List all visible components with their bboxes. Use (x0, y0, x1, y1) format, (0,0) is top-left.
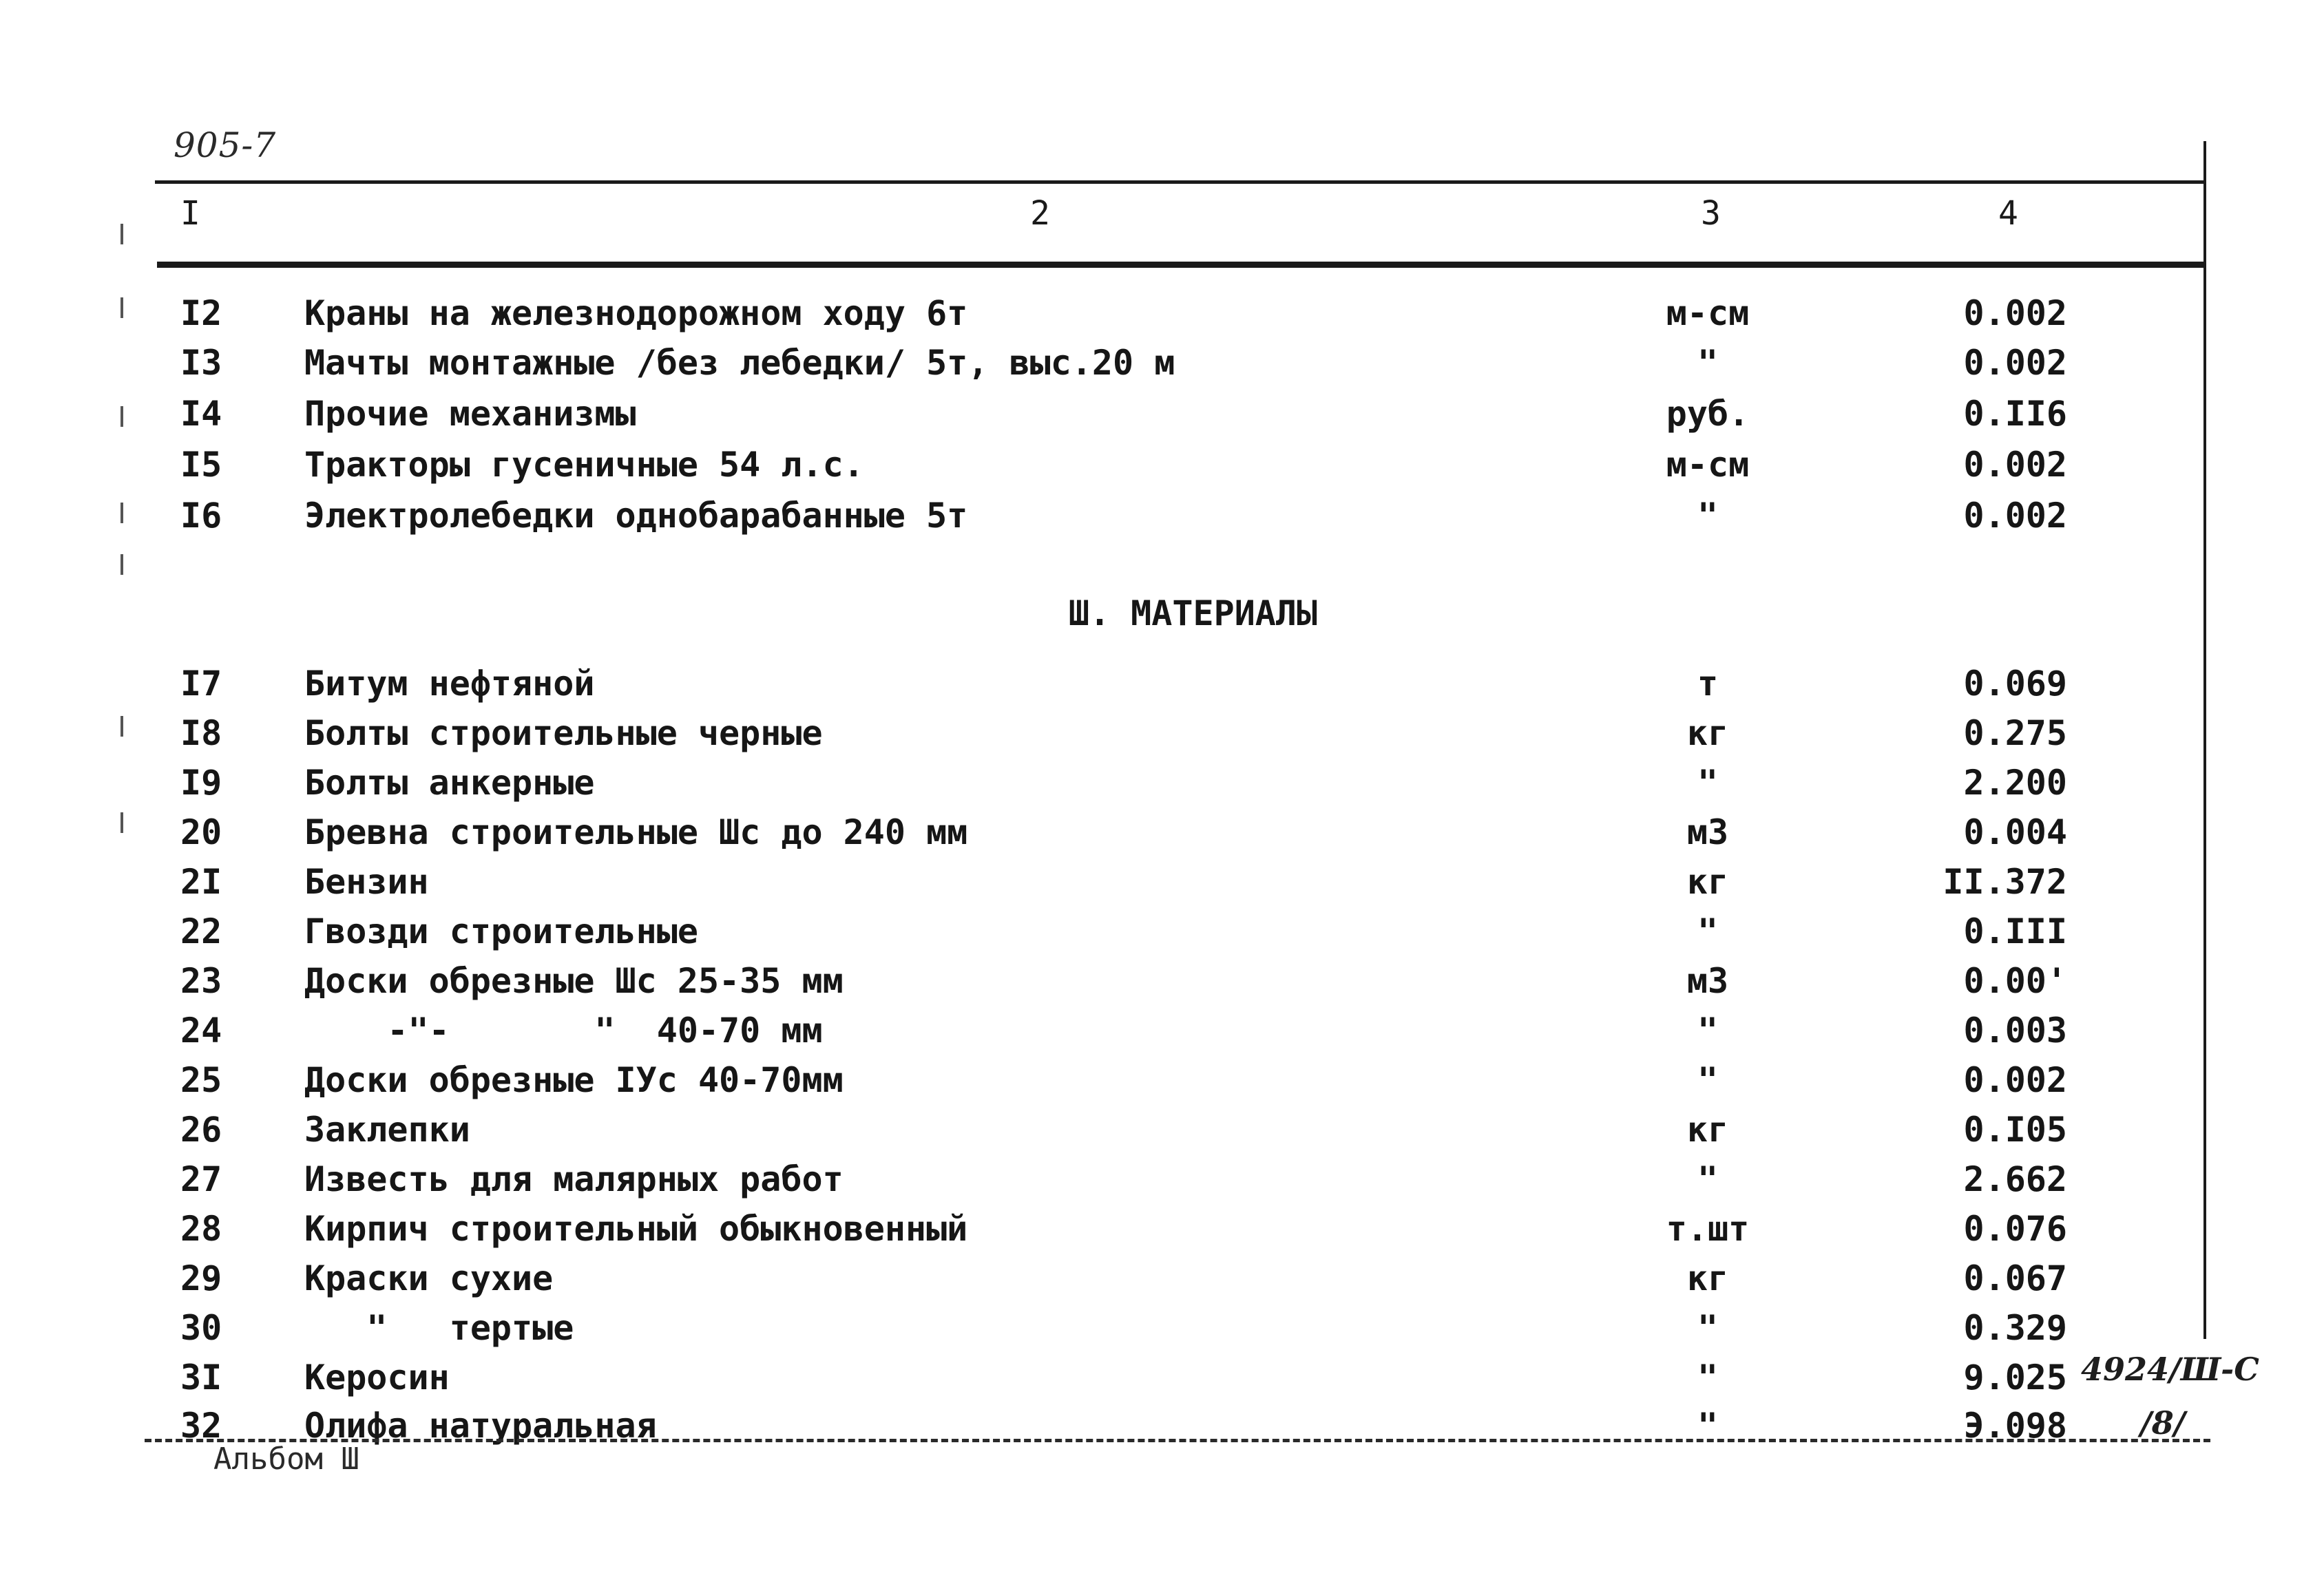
row-unit: кг (1686, 862, 1729, 902)
table-row (0, 1155, 2324, 1203)
table-row (0, 660, 2324, 708)
table-row (0, 759, 2324, 807)
row-number: 2I (180, 862, 222, 902)
row-name: " тертые (304, 1308, 574, 1348)
row-number: 27 (180, 1159, 222, 1199)
row-value: 0.076 (1963, 1209, 2067, 1249)
table-row (0, 907, 2324, 956)
row-number: I6 (180, 496, 222, 536)
row-number: I2 (180, 293, 222, 333)
row-unit: руб. (1666, 394, 1750, 434)
row-name: Керосин (304, 1358, 450, 1397)
top-rule (155, 180, 2203, 184)
margin-tick (121, 554, 123, 575)
row-value: 0.III (1963, 911, 2067, 951)
table-row (0, 808, 2324, 856)
row-number: 28 (180, 1209, 222, 1249)
row-name: Электролебедки однобарабанные 5т (304, 496, 968, 536)
row-value: 2.200 (1963, 763, 2067, 803)
row-value: 0.329 (1963, 1308, 2067, 1348)
row-value: II.372 (1943, 862, 2067, 902)
album-label: Альбом Ш (213, 1442, 359, 1477)
column-header-3: 3 (1701, 194, 1721, 233)
row-unit: кг (1686, 1110, 1729, 1150)
row-name: Известь для малярных работ (304, 1159, 844, 1199)
row-unit: кг (1686, 713, 1729, 753)
row-unit: м3 (1686, 812, 1729, 852)
row-unit: " (1697, 1406, 1719, 1446)
row-number: 20 (180, 812, 222, 852)
row-name: Олифа натуральная (304, 1406, 657, 1446)
row-name: Краны на железнодорожном ходу 6т (304, 293, 968, 333)
row-name: Болты строительные черные (304, 713, 823, 753)
row-value: 0.00' (1963, 961, 2067, 1001)
row-number: I9 (180, 763, 222, 803)
row-name: Гвозди строительные (304, 911, 698, 951)
row-number: I8 (180, 713, 222, 753)
row-unit: т (1697, 664, 1719, 704)
table-row (0, 1353, 2324, 1402)
row-value: 0.002 (1963, 445, 2067, 485)
bottom-rule (145, 1439, 2210, 1442)
row-value: 0.003 (1963, 1011, 2067, 1051)
table-row (0, 1205, 2324, 1253)
row-name: Доски обрезные Шс 25-35 мм (304, 961, 844, 1001)
table-row (0, 1304, 2324, 1352)
sheet-reference: 4924/Ш-С (2081, 1351, 2259, 1388)
table-row (0, 709, 2324, 757)
row-number: 3I (180, 1358, 222, 1397)
row-number: 23 (180, 961, 222, 1001)
row-value: 0.002 (1963, 1060, 2067, 1100)
row-number: I4 (180, 394, 222, 434)
document-code: 905-7 (174, 125, 277, 165)
table-row (0, 957, 2324, 1005)
row-unit: " (1697, 1011, 1719, 1051)
table-row (0, 1006, 2324, 1055)
row-number: 22 (180, 911, 222, 951)
row-name: Бревна строительные Шс до 240 мм (304, 812, 968, 852)
table-row (0, 441, 2324, 489)
margin-tick (121, 224, 123, 244)
column-header-1: I (180, 194, 200, 233)
table-row (0, 492, 2324, 540)
row-name: Битум нефтяной (304, 664, 595, 704)
row-unit: " (1697, 1308, 1719, 1348)
row-value: 0.002 (1963, 496, 2067, 536)
row-unit: " (1697, 1060, 1719, 1100)
section-title: Ш. МАТЕРИАЛЫ (1068, 593, 1318, 633)
row-name: Мачты монтажные /без лебедки/ 5т, выс.20 м (304, 343, 1175, 383)
row-value: 0.II6 (1963, 394, 2067, 434)
row-value: 0.002 (1963, 293, 2067, 333)
row-unit: " (1697, 1358, 1719, 1397)
row-value: 0.069 (1963, 664, 2067, 704)
row-number: 26 (180, 1110, 222, 1150)
row-name: -"- " 40-70 мм (304, 1011, 823, 1051)
row-number: 24 (180, 1011, 222, 1051)
row-value: 2.662 (1963, 1159, 2067, 1199)
row-name: Кирпич строительный обыкновенный (304, 1209, 968, 1249)
row-unit: " (1697, 343, 1719, 383)
row-unit: " (1697, 911, 1719, 951)
table-row (0, 339, 2324, 387)
table-row (0, 1254, 2324, 1302)
row-number: I5 (180, 445, 222, 485)
table-row (0, 858, 2324, 906)
row-number: 32 (180, 1406, 222, 1446)
table-row (0, 289, 2324, 337)
row-value: 0.067 (1963, 1258, 2067, 1298)
row-number: 29 (180, 1258, 222, 1298)
row-unit: т.шт (1666, 1209, 1750, 1249)
row-name: Тракторы гусеничные 54 л.с. (304, 445, 864, 485)
row-name: Заклепки (304, 1110, 470, 1150)
row-value: 0.I05 (1963, 1110, 2067, 1150)
header-rule (157, 262, 2206, 268)
column-header-2: 2 (1030, 194, 1050, 233)
row-value: 0.275 (1963, 713, 2067, 753)
sheet-number: /8/ (2140, 1404, 2186, 1442)
row-number: 25 (180, 1060, 222, 1100)
column-header-4: 4 (1998, 194, 2018, 233)
row-unit: " (1697, 763, 1719, 803)
row-unit: кг (1686, 1258, 1729, 1298)
row-unit: м-см (1666, 293, 1750, 333)
row-unit: м3 (1686, 961, 1729, 1001)
row-value: Э.098 (1963, 1406, 2067, 1446)
row-name: Доски обрезные IУс 40-70мм (304, 1060, 844, 1100)
row-unit: " (1697, 496, 1719, 536)
row-value: 0.002 (1963, 343, 2067, 383)
row-value: 0.004 (1963, 812, 2067, 852)
table-row (0, 1106, 2324, 1154)
row-value: 9.025 (1963, 1358, 2067, 1397)
row-number: I3 (180, 343, 222, 383)
row-name: Краски сухие (304, 1258, 554, 1298)
row-name: Болты анкерные (304, 763, 595, 803)
row-unit: " (1697, 1159, 1719, 1199)
row-number: I7 (180, 664, 222, 704)
row-name: Бензин (304, 862, 429, 902)
row-unit: м-см (1666, 445, 1750, 485)
table-row (0, 390, 2324, 438)
table-row (0, 1056, 2324, 1104)
row-number: 30 (180, 1308, 222, 1348)
row-name: Прочие механизмы (304, 394, 636, 434)
